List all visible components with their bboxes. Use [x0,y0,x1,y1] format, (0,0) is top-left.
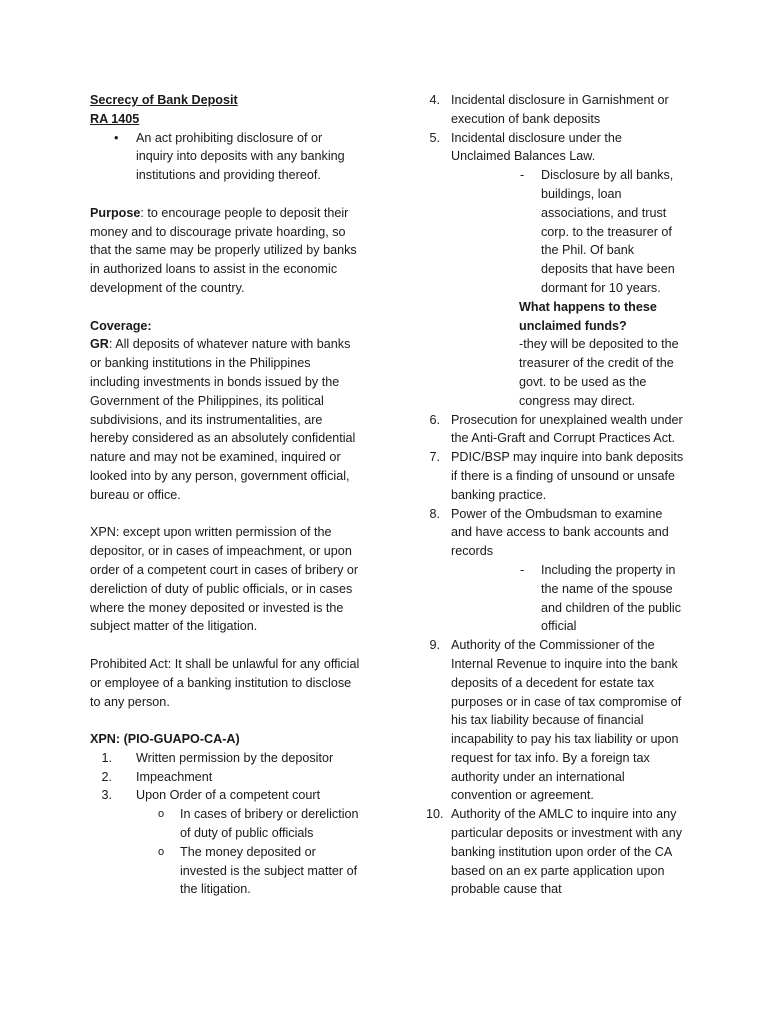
list-number: 3. [101,788,112,803]
gr-text: : All deposits of whatever nature with banks or banking institutions in the Philippines including investments in bonds issued by the Government of the Philippines, its political subdivisions, and its instrumentalities, are hereby considered as an absolutely confidential nature and may not be examined, inquired or looked into by any person, government official, bureau or office. [90,337,356,502]
list-item [90,749,362,768]
list-item-text: Written permission by the depositor [136,750,334,765]
list-item [426,411,684,449]
intro-bullet-text: An act prohibiting disclosure of or inquiry into deposits with any banking institutions and providing thereof. [136,130,345,183]
list-item-text: PDIC/BSP may inquire into bank deposits if there is a finding of unsound or unsafe banking practice. [451,450,684,502]
list-number: 7. [429,450,440,465]
list-item [426,91,684,129]
xpn-heading: XPN: (PIO-GUAPO-CA-A) [90,732,240,747]
bullet-icon: • [114,130,119,145]
circle-bullet-icon: o [158,845,165,858]
list-number: 10. [426,807,444,822]
list-item-text: Incidental disclosure in Garnishment or execution of bank deposits [451,93,669,126]
purpose-text: : to encourage people to deposit their money and to discourage private hoarding, so that the same may be properly utilized by banks in authorized loans to assist in the economic development of the country. [90,205,357,295]
sub-list-item-text: The money deposited or invested is the subject matter of the litigation. [180,844,358,897]
list-number: 2. [101,769,112,784]
sub-list-item [90,805,362,843]
circle-bullet-icon: o [158,808,165,821]
document-subtitle: RA 1405 [90,111,140,126]
sub-list-item [90,843,362,899]
sub-list-item-text: In cases of bribery or dereliction of duty of public officials [180,807,359,841]
dash-icon: - [520,562,525,577]
list-item-text: Power of the Ombudsman to examine and have access to bank accounts and records [451,506,669,559]
list-item [426,505,684,561]
list-number: 6. [429,412,440,427]
answer-paragraph: -they will be deposited to the treasurer of the credit of the govt. to be used as the congress may direct. [519,337,679,408]
coverage-heading: Coverage: [90,318,152,333]
list-item [426,448,684,504]
list-item-text: Prosecution for unexplained wealth under the Anti-Graft and Corrupt Practices Act. [451,412,683,446]
gr-paragraph [90,335,362,504]
list-item [426,129,684,167]
dash-item-text: Including the property in the name of the spouse and children of the public official [541,562,682,634]
list-number: 5. [429,130,440,145]
dash-item [426,166,684,298]
list-number: 9. [429,638,440,653]
intro-bullet [90,129,362,185]
left-column [90,91,362,899]
list-item [426,805,684,899]
xpn-paragraph: XPN: except upon written permission of the depositor, or in cases of impeachment, or upon order of a competent court in cases of bribery or dereliction of duty of public officials, or in cases where the money deposited or invested is the subject matter of the litigation. [90,525,359,634]
dash-item [426,561,684,636]
document-title: Secrecy of Bank Deposit [90,93,238,107]
list-item [90,768,362,787]
list-item-text: Incidental disclosure under the Unclaimed Balances Law. [451,130,622,164]
dash-icon: - [520,168,525,183]
question-heading: What happens to these unclaimed funds? [519,299,657,333]
list-item [90,786,362,805]
list-item-text: Authority of the AMLC to inquire into any particular deposits or investment with any banking institution upon order of the CA based on an ex parte application upon probable cause that [451,807,682,897]
purpose-paragraph [90,204,362,298]
list-number: 1. [101,750,112,765]
list-item [426,636,684,805]
purpose-label: Purpose [90,205,141,220]
dash-item-text: Disclosure by all banks, buildings, loan associations, and trust corp. to the treasurer of the Phil. Of bank deposits that have been dormant for 10 years. [541,168,675,295]
gr-label: GR [90,337,109,352]
list-number: 8. [429,506,440,521]
list-item-text: Authority of the Commissioner of the Internal Revenue to inquire into the bank deposits of a decedent for estate tax purposes or in case of tax compromise of his tax liability because of financial incapability to pay his tax liability or upon request for tax info. By a foreign tax authority under an international convention or agreement. [451,638,682,803]
list-item-text: Impeachment [136,769,213,784]
prohibited-paragraph: Prohibited Act: It shall be unlawful for any official or employee of a banking institution to disclose to any person. [90,656,360,709]
list-item-text: Upon Order of a competent court [136,788,321,803]
list-number: 4. [429,93,440,107]
right-column [426,91,684,899]
